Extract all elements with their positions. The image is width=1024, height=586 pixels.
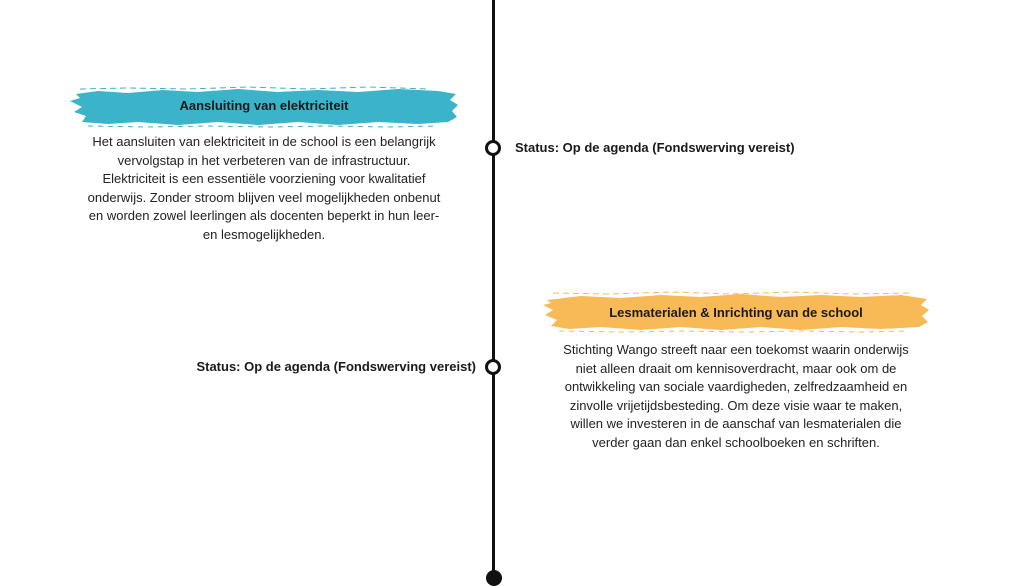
item-1-status: Status: Op de agenda (Fondswerving vereist): [515, 140, 795, 155]
item-1-description: Het aansluiten van elektriciteit in de school is een belangrijk vervolgstap in het verbeteren van de infrastructuur. Elektriciteit is een essentiële voorziening voor kwalitatief onderwijs. Zonder stroom blijven veel mogelijkheden onbenut en worden zowel leerlingen als docenten beperkt in hun leer- en lesmogelijkheden.: [87, 134, 441, 242]
timeline-node-1: [485, 140, 501, 156]
item-2-description: Stichting Wango streeft naar een toekomst waarin onderwijs niet alleen draait om kennisoverdracht, maar ook om de ontwikkeling van sociale vaardigheden, zelfredzaamheid en zinvolle vrijetijdsbesteding. Om deze visie waar te maken, willen we investeren in de aanschaf van lesmaterialen die verder gaan dan enkel schoolboeken en schriften.: [563, 342, 909, 450]
timeline-node-2: [485, 359, 501, 375]
timeline-node-3: [486, 570, 502, 586]
timeline-line: [492, 0, 495, 576]
item-2-title: Lesmaterialen & Inrichting van de school: [609, 305, 863, 320]
item-2-status: Status: Op de agenda (Fondswerving vereist): [196, 359, 476, 374]
item-1-title: Aansluiting van elektriciteit: [179, 98, 349, 113]
